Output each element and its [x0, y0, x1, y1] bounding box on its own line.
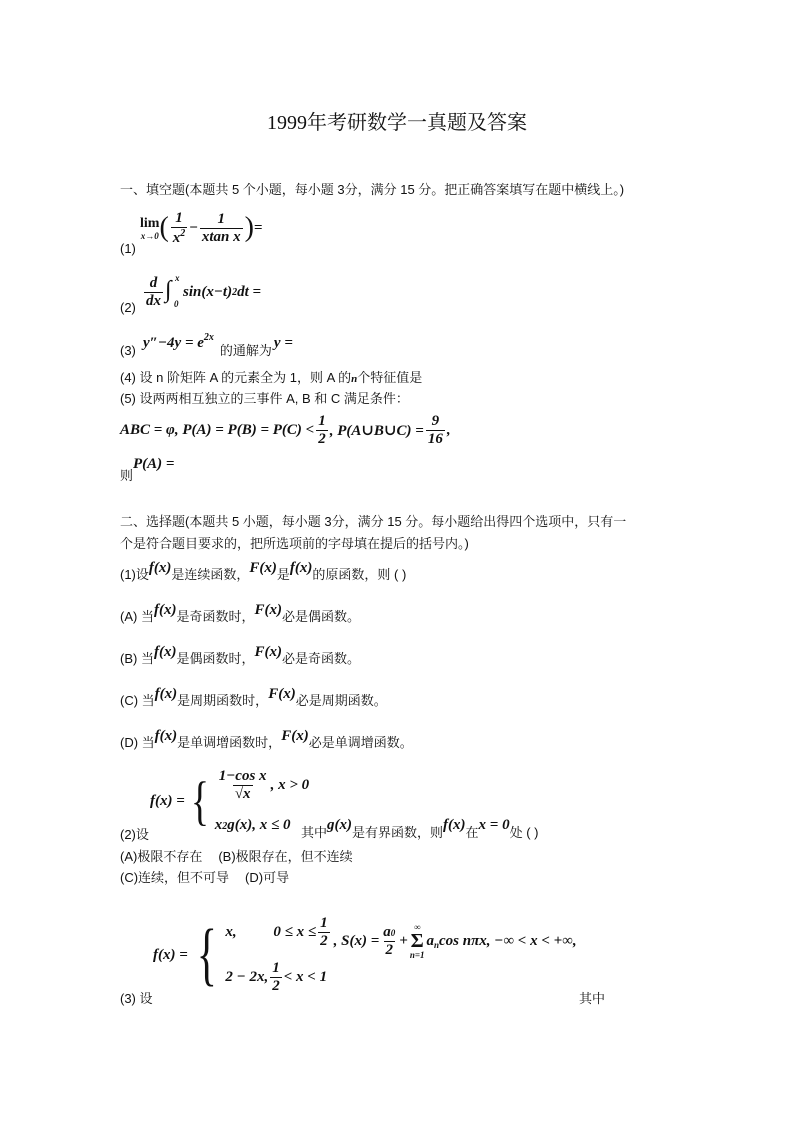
s2-q3-formula: f(x) = { x, 0 ≤ x ≤ $\frac{1}{2}$ 2 − 2x, $\frac{1}{2}$ < x < 1 , S(x) = $\frac{a0}{2}$ + ∞ Σ n=1 a n cos nπx, −∞ < x < +∞, — [153, 915, 577, 994]
q3-label: (3) — [120, 343, 136, 358]
s2-q2-stem-tail: 其中 g(x) 是有界函数，则 f(x) 在 x = 0 处 ( ) — [301, 817, 539, 840]
s2-q1-option-c: (C) 当 f(x) 是周期函数时， F(x) 必是周期函数。 — [120, 686, 387, 708]
q1-label: (1) — [120, 241, 136, 256]
q2-derivative: $\frac{d}{dx}$ — [146, 274, 161, 309]
q5-label: (5) 设两两相互独立的三事件 A, B 和 C 满足条件： — [120, 391, 409, 406]
q2-formula: $\frac{d}{dx}$ ∫ x 0 sin(x−t) 2 dt = — [146, 273, 262, 309]
s2-q1-option-b: (B) 当 f(x) 是偶函数时， F(x) 必是奇函数。 — [120, 644, 360, 666]
s2-q2-options-ab: (A)极限不存在 (B)极限存在，但不连续 — [120, 849, 353, 864]
q4-line: (4) 设 n 阶矩阵 A 的元素全为 1，则 A 的n个特征值是 — [120, 370, 423, 385]
right-paren: ) — [244, 212, 254, 243]
s2-q3-prefix: (3) 设 — [120, 991, 153, 1006]
s2-q3-tail: 其中 — [579, 991, 606, 1006]
s2-q2-options-cd: (C)连续，但不可导 (D)可导 — [120, 870, 290, 885]
s2-q2-piecewise: f(x) = { $\frac{\text{1−cos x}}{√x}$ , x > 0 x 2 g(x), x ≤ 0 — [150, 768, 310, 833]
left-brace: { — [190, 771, 209, 831]
s2-q1-stem: (1)设 f(x) 是连续函数， F(x) 是 f(x) 的原函数，则 ( ) — [120, 560, 407, 582]
q2-label: (2) — [120, 300, 136, 315]
section2-heading-1: 二、选择题(本题共 5 小题，每小题 3分，满分 15 分。每小题给出得四个选项中，只有一 — [120, 514, 627, 529]
q1-fraction-2: $\frac{1}{\text{xtan x}}$ — [201, 210, 241, 245]
q5-answer: 则 P(A) = — [120, 456, 175, 483]
section1-heading: 一、填空题(本题共 5 个小题，每小题 3分，满分 15 分。把正确答案填写在题中横线上。) — [120, 182, 625, 197]
page-title: 1999年考研数学一真题及答案 — [267, 112, 527, 134]
q1-limit: lim x→0 — [140, 215, 160, 241]
s2-q1-option-a: (A) 当 f(x) 是奇函数时， F(x) 必是偶函数。 — [120, 602, 360, 624]
q1-fraction-1: $\frac{1}{x^2}$ — [172, 209, 186, 246]
left-paren: ( — [159, 212, 169, 243]
section2-heading-2: 个是符合题目要求的，把所选项前的字母填在提后的括号内。) — [120, 536, 469, 551]
q3-line: y″−4y = e 2x 的通解为 y = — [143, 332, 293, 358]
q1-formula: lim x→0 ( $\frac{1}{x^2}$ − $\frac{1}{\text{xtan x}}$ ) = — [140, 209, 263, 246]
s2-q1-option-d: (D) 当 f(x) 是单调增函数时， F(x) 必是单调增函数。 — [120, 728, 413, 750]
s2-q2-prefix: (2)设 — [120, 827, 149, 842]
summation: ∞ Σ n=1 — [409, 921, 425, 960]
left-brace: { — [196, 916, 217, 993]
integral-sign: ∫ x 0 — [165, 273, 180, 309]
q5-condition: ABC = φ, P(A) = P(B) = P(C) < $\frac{1}{2}$ , P(A∪B∪C) = $\frac{9}{16}$ , — [120, 412, 451, 447]
